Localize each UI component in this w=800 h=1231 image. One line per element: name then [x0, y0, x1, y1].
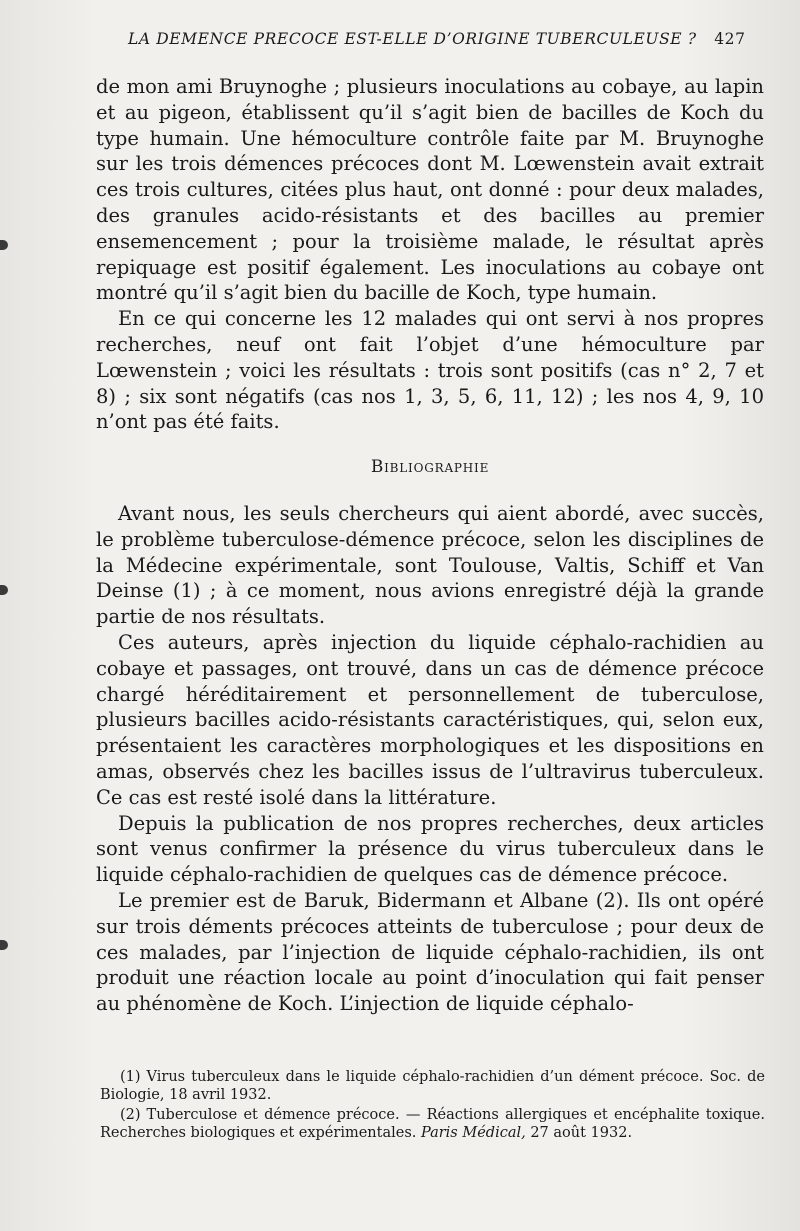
- footnote-text: 27 août 1932.: [525, 1125, 633, 1141]
- main-text: [96, 74, 764, 1017]
- paragraph: Ces auteurs, après injection du liquide céphalo-rachidien au cobaye et passages, ont trouvé, dans un cas de démence précoce chargé héréditairement et personnellement de tuberculose, plusieurs bacilles acido-résistants caractéristiques, qui, selon eux, présentaient les caractères morphologiques et les dispositions en amas, observés chez les bacilles issus de l’ultravirus tuberculeux. Ce cas est resté isolé dans la littérature.: [96, 630, 764, 809]
- footnote-text: Virus tuberculeux dans le liquide céphalo-rachidien d’un dément précoce. Soc. de Biologie, 18 avril 1932.: [100, 1069, 765, 1103]
- footnote-marker: (1): [120, 1069, 141, 1085]
- paragraph: Le premier est de Baruk, Bidermann et Albane (2). Ils ont opéré sur trois déments précoces atteints de tuberculose ; pour deux de ces malades, par l’injection de liquide céphalo-rachidien, ils ont produit une réaction locale au point d’inoculation qui fait penser au phénomène de Koch. L’injection de liquide céphalo-: [96, 888, 764, 1016]
- footnote-2: [100, 1106, 765, 1142]
- footnote-1: [100, 1068, 765, 1104]
- footnote-text: Tuberculose et démence précoce. — Réactions allergiques et encéphalite toxique. Recherches biologiques et expérimentales.: [100, 1107, 765, 1141]
- paragraph: Depuis la publication de nos propres recherches, deux articles sont venus confirmer la présence du virus tuberculeux dans le liquide céphalo-rachidien de quelques cas de démence précoce.: [96, 811, 764, 887]
- paragraph: de mon ami Bruynoghe ; plusieurs inoculations au cobaye, au lapin et au pigeon, établissent qu’il s’agit bien de bacilles de Koch du type humain. Une hémoculture contrôle faite par M. Bruynoghe sur les trois démences précoces dont M. Lœwenstein avait extrait ces trois cultures, citées plus haut, ont donné : pour deux malades, des granules acido-résistants et des bacilles au premier ensemencement ; pour la troisième malade, le résultat après repiquage est positif également. Les inoculations au cobaye ont montré qu’il s’agit bien du bacille de Koch, type humain.: [96, 75, 764, 305]
- journal-title: Paris Médical,: [420, 1125, 526, 1141]
- paragraph: En ce qui concerne les 12 malades qui ont servi à nos propres recherches, neuf ont fait l’objet d’une hémoculture par Lœwenstein ; voici les résultats : trois sont positifs (cas n° 2, 7 et 8) ; six sont négatifs (cas nos 1, 3, 5, 6, 11, 12) ; les nos 4, 9, 10 n’ont pas été faits.: [96, 307, 764, 434]
- page-number: 427: [714, 30, 746, 48]
- running-head-title: LA DEMENCE PRECOCE EST-ELLE D’ORIGINE TUBERCULEUSE ?: [128, 30, 697, 48]
- running-head: [128, 30, 768, 48]
- footnote-marker: (2): [120, 1107, 141, 1123]
- page-edge-mark: [0, 585, 8, 595]
- section-heading: Bibliographie: [370, 457, 490, 478]
- footnotes: [100, 1068, 765, 1144]
- paragraph: Avant nous, les seuls chercheurs qui aient abordé, avec succès, le problème tuberculose-démence précoce, selon les disciplines de la Médecine expérimentale, sont Toulouse, Valtis, Schiff et Van Deinse (1) ; à ce moment, nous avions enregistré déjà la grande partie de nos résultats.: [96, 501, 764, 629]
- page-edge-mark: [0, 940, 8, 950]
- page-edge-mark: [0, 240, 8, 250]
